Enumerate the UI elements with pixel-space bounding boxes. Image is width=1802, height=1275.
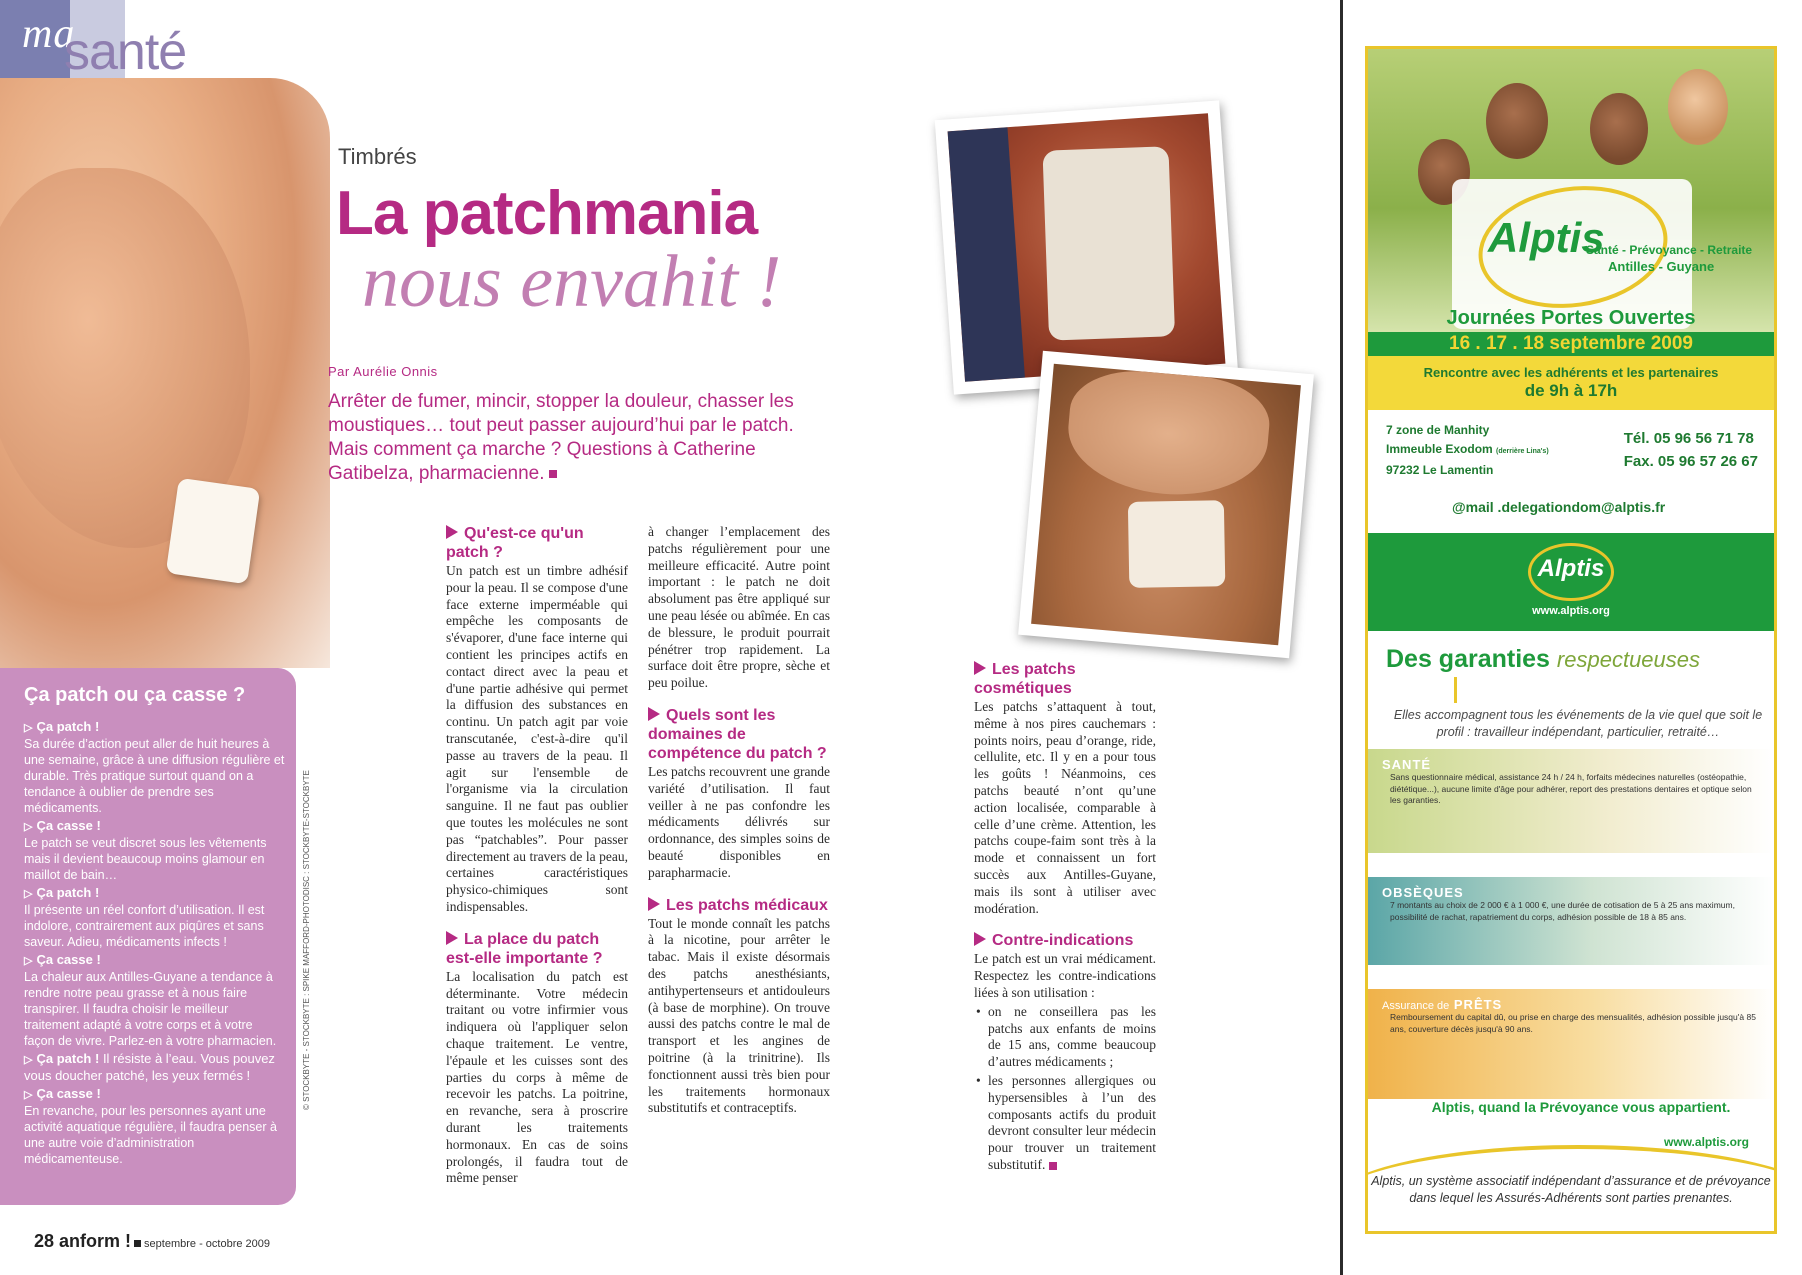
page-divider	[1340, 0, 1343, 1275]
contact-block	[1368, 421, 1774, 531]
triangle-icon	[446, 931, 458, 945]
ad-intro: Elles accompagnent tous les événements de la vie quel que soit le profil : travailleur indépendant, particulier, retraité…	[1393, 708, 1763, 739]
patch-shape	[1128, 500, 1225, 588]
band-prets: Assurance de PRÊTS Remboursement du capital dû, ou prise en charge des mensualités, adhésion possible jusqu'à 85 ans, couverture décès jusqu'à 90 ans.	[1368, 989, 1774, 1099]
brand-tagline: Santé - Prévoyance - Retraite	[1586, 243, 1753, 257]
email: @mail .delegationdom@alptis.fr	[1452, 499, 1666, 515]
article-title-line1: La patchmania	[336, 179, 758, 248]
article-lead	[328, 390, 828, 486]
issue-date: septembre - octobre 2009	[144, 1238, 271, 1250]
article-kicker: Timbrés	[338, 144, 417, 169]
photo-credit: © STOCKBYTE - STOCKBYTE : SPIKE MAFFORD-PHOTODISC : STOCKBYTE-STOCKBYTE	[302, 770, 311, 1110]
event-title: Journées Portes Ouvertes	[1446, 307, 1696, 329]
list-item: • on ne conseillera pas les patchs aux enfants de moins de 15 ans, comme beaucoup d’autres médicaments ;	[974, 1004, 1156, 1071]
band-obseques: OBSÈQUES 7 montants au choix de 2 000 € à 1 000 €, une durée de cotisation de 5 à 25 ans maximum, possibilité de rachat, rapatriement du corps, adhésion possible de 18 à 85 ans.	[1368, 877, 1774, 965]
body-cosmetic: Les patchs s’attaquent à tout, même à nos pires cauchemars : points noirs, peau d’orange, ride, cellulite, etc. Il y en a pour tous les goûts ! Néanmoins, ces patchs beauté n’ont qu’une action localisée, comparable à celle d’une crème. Attention, les patchs coupe-faim sont très à la mode et connaissent un fort succès aux Antilles-Guyane, mais ils sont à utiliser avec modération.	[974, 699, 1156, 916]
patch-shape	[1042, 146, 1175, 340]
heading-contra: Contre-indications	[974, 931, 1156, 950]
folio	[34, 1231, 270, 1252]
heading-domains: Quels sont les domaines de compétence du patch ?	[648, 706, 827, 762]
heading-place: La place du patch est-elle importante ?	[446, 930, 603, 967]
hero-photo-patch-on-skin	[0, 78, 330, 668]
event-info: Rencontre avec les adhérents et les partenaires de 9h à 17h	[1368, 356, 1774, 410]
triangle-icon	[974, 661, 986, 675]
body-domains: Les patchs recouvrent une grande variété d’utilisation. Il faut veiller à ne pas confondre les médicaments délivrés sur ordonnance, des simples soins de beauté disponibles en parapharmacie.	[648, 763, 830, 880]
body-place-cont: à changer l’emplacement des patchs régulièrement pour une meilleure efficacité. Autre point important : le patch ne doit absolument pas être appliqué sur une peau lésée ou abîmée. En cas de blessure, le produit pourrait pénétrer trop rapidement. La surface doit être propre, sèche et peu poilue.	[648, 524, 830, 691]
sidebar-title: Ça patch ou ça casse ?	[24, 684, 246, 706]
article-column-2	[648, 524, 830, 1131]
patch-shape	[166, 478, 261, 584]
end-mark	[1049, 1162, 1057, 1170]
rubric-sante: santé	[64, 23, 187, 81]
sidebar-item: ▷ Ça casse ! En revanche, pour les personnes ayant une activité aquatique régulière, il faudra penser à une autre voie d’administration médicamenteuse.	[24, 1086, 277, 1166]
article-column-1	[446, 524, 628, 1201]
sidebar-box	[0, 668, 296, 1205]
triangle-icon: ▷	[24, 1089, 33, 1101]
brand-banner: Alptis www.alptis.org	[1368, 533, 1774, 631]
rubric-ma: ma	[22, 11, 76, 57]
ad-headline: Des garanties respectueuses	[1386, 645, 1701, 673]
triangle-icon: ▷	[24, 821, 33, 833]
address: 7 zone de Manhity Immeuble Exodom (derrière Lina's) 97232 Le Lamentin	[1386, 423, 1549, 477]
square-icon	[134, 1240, 141, 1247]
magazine-name: anform !	[59, 1231, 132, 1251]
event-dates: 16 . 17 . 18 septembre 2009	[1368, 332, 1774, 356]
heading-cosmetic: Les patchs cosmétiques	[974, 661, 1076, 697]
triangle-icon: ▷	[24, 888, 33, 900]
body-contra-intro: Le patch est un vrai médicament. Respectez les contre-indications liées à son utilisation :	[974, 951, 1156, 1000]
sidebar-item: ▷ Ça patch ! Sa durée d’action peut aller de huit heures à une semaine, grâce à une diffusion régulière et durable. Très pratique surtout quand on a tendance à oublier de prendre ses médicaments.	[24, 719, 285, 815]
heading-medical: Les patchs médicaux	[648, 896, 830, 915]
ad-url[interactable]: www.alptis.org	[1664, 1135, 1749, 1149]
body-medical: Tout le monde connaît les patchs à la nicotine, pour arrêter le tabac. Mais il existe désormais des patchs anesthésiants, antihypertenseurs et antidouleurs (à base de morphine). On trouve aussi des patchs contre le mal de transport et les angines de poitrine (à la trinitrine). Ils fonctionnent aussi très bien pour les traitements hormonaux substitutifs et contraceptifs.	[648, 915, 830, 1116]
sidebar-item: ▷ Ça patch ! Il présente un réel confort d’utilisation. Il est indolore, contrairement aux piqûres et sans saveur. Adieu, médicaments infects !	[24, 885, 265, 949]
triangle-icon	[648, 897, 660, 911]
phone-fax: Tél. 05 96 56 71 78 Fax. 05 96 57 26 67	[1623, 430, 1758, 470]
sidebar-item: ▷ Ça casse ! Le patch se veut discret sous les vêtements mais il devient beaucoup moins glamour en maillot de bain…	[24, 818, 267, 882]
ad-footer: Alptis, un système associatif indépendant d’assurance et de prévoyance dans lequel les Assurés-Adhérents sont parties prenantes.	[1371, 1174, 1771, 1205]
triangle-icon: ▷	[24, 722, 33, 734]
alptis-advertisement	[1365, 46, 1777, 1234]
article-byline: Par Aurélie Onnis	[328, 364, 438, 379]
triangle-icon: ▷	[24, 1054, 33, 1066]
body-what: Un patch est un timbre adhésif pour la peau. Il se compose d'une face externe imperméable qui empêche les composants de s'évaporer, d'une face interne qui contient les principes actifs en contact direct avec la peau et d'une partie adhésive qui permet la diffusion des substances en continu. Un patch agit par voie transcutanée, c'est-à-dire qu'il passe au travers de la peau. Il agit sur l'ensemble de l'organisme via la circulation sanguine. Il ne faut pas oublier que toutes les molécules ne sont pas “patchables”. Pour passer directement au travers de la peau, certaines caractéristiques physico-chimiques sont indispensables.	[446, 563, 628, 914]
sidebar-item: ▷ Ça patch ! Il résiste à l’eau. Vous pouvez vous doucher patché, les yeux fermés !	[24, 1051, 275, 1083]
brand-region: Antilles - Guyane	[1608, 259, 1715, 274]
heading-what: Qu'est-ce qu'un patch ?	[446, 525, 584, 561]
sidebar-item: ▷ Ça casse ! La chaleur aux Antilles-Guyane a tendance à rendre notre peau grasse et à nous faire transpirer. Il faudra choisir le meilleur traitement adapté à votre corps et à votre façon de vivre. Parlez-en à votre pharmacien.	[24, 952, 277, 1048]
article-title-line2: nous envahit !	[362, 241, 782, 323]
brand-logo: Alptis	[1488, 214, 1605, 261]
page-number: 28	[34, 1231, 55, 1251]
list-item: • les personnes allergiques ou hypersensibles à l’un des composants actifs du produit devront consulter leur médecin pour trouver un traitement substitutif.	[974, 1073, 1156, 1174]
ad-slogan: Alptis, quand la Prévoyance vous appartient.	[1431, 1099, 1731, 1115]
triangle-icon	[648, 707, 660, 721]
photo-patch-arm	[935, 100, 1238, 394]
end-mark	[549, 470, 557, 478]
accent-bar	[1454, 677, 1457, 703]
body-place: La localisation du patch est déterminante. Votre médecin traitant ou votre infirmier vous indiquera où l'appliquer selon chaque traitement. Le ventre, l'épaule et les cuisses sont des parties du corps à même de recevoir les patchs. La poitrine, en revanche, sera à proscrire durant les traitements hormonaux. En cas de soins prolongés, il faudra tout de même penser	[446, 968, 628, 1186]
article-lead-text: Arrêter de fumer, mincir, stopper la douleur, chasser les moustiques… tout peut passer aujourd’hui par le patch. Mais comment ça marche ? Questions à Catherine Gatibelza, pharmacienne.	[328, 391, 794, 484]
band-sante: SANTÉ Sans questionnaire médical, assistance 24 h / 24 h, forfaits médecines naturelles (ostéopathie, diététique...), aucune limite d'âge pour adhérer, report des prestations dentaires et optique selon les garanties.	[1368, 749, 1774, 853]
photo-patch-hand	[1018, 351, 1314, 659]
triangle-icon	[446, 525, 458, 539]
triangle-icon	[974, 932, 986, 946]
triangle-icon: ▷	[24, 955, 33, 967]
contra-list	[974, 1004, 1156, 1174]
article-column-3	[974, 660, 1156, 1176]
